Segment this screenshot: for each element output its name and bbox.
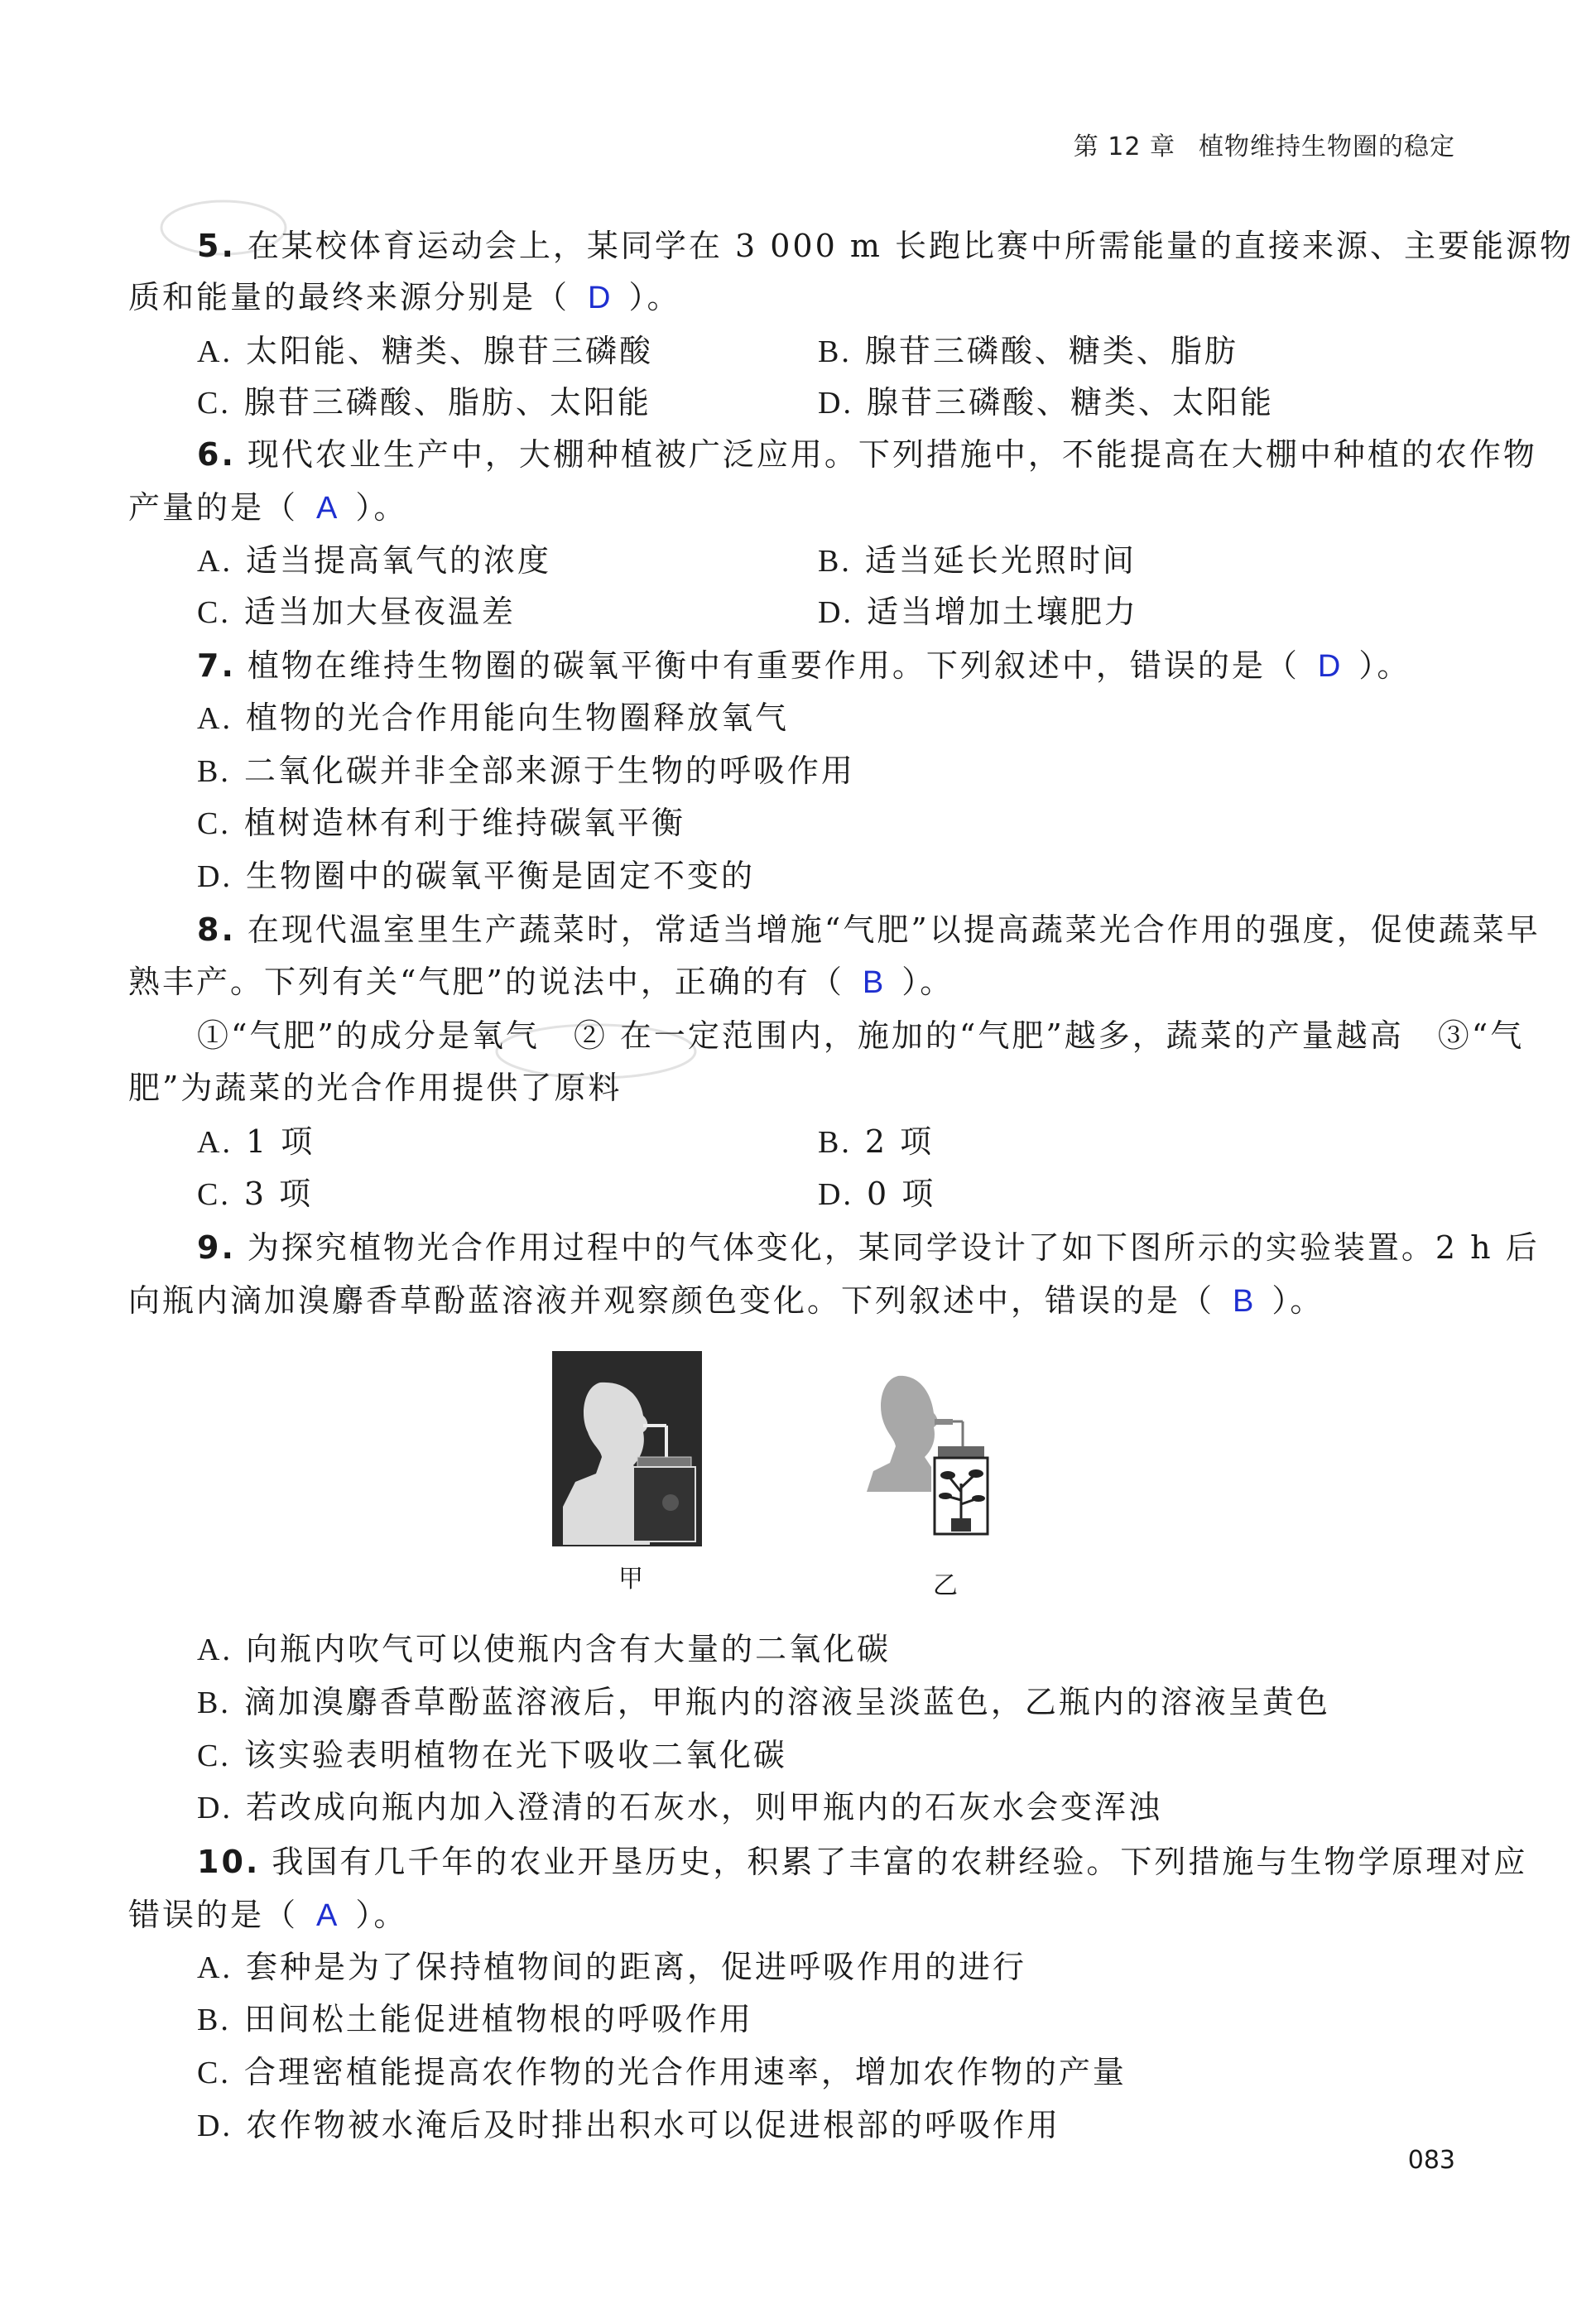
q8-stem-line2: 熟丰产。下列有关“气肥”的说法中，正确的有（ B ）。 bbox=[128, 964, 954, 1000]
q6-stem-line2: 产量的是（ A ）。 bbox=[128, 489, 408, 526]
q6-option-a: A. 适当提高氧气的浓度 bbox=[197, 542, 551, 579]
q6-option-b: B. 适当延长光照时间 bbox=[818, 542, 1137, 579]
experiment-figure bbox=[550, 1349, 997, 1598]
q9-answer: B bbox=[1233, 1284, 1254, 1319]
q10-option-d: D. 农作物被水淹后及时排出积水可以促进根部的呼吸作用 bbox=[197, 2107, 1060, 2143]
q9-option-b: B. 滴加溴麝香草酚蓝溶液后，甲瓶内的溶液呈淡蓝色，乙瓶内的溶液呈黄色 bbox=[197, 1684, 1330, 1720]
q10-number: 10. bbox=[197, 1844, 261, 1880]
q10-answer: A bbox=[316, 1898, 338, 1933]
figure-label-jia: 甲 bbox=[618, 1565, 643, 1594]
page-number: 083 bbox=[1407, 2146, 1455, 2175]
q6-answer: A bbox=[316, 491, 338, 526]
q7-option-d: D. 生物圈中的碳氧平衡是固定不变的 bbox=[197, 858, 755, 894]
q10-stem-line2: 错误的是（ A ）。 bbox=[128, 1897, 408, 1933]
running-header bbox=[1074, 126, 1455, 162]
q7-option-b: B. 二氧化碳并非全部来源于生物的呼吸作用 bbox=[197, 753, 855, 789]
q7-option-a: A. 植物的光合作用能向生物圈释放氧气 bbox=[197, 700, 789, 736]
q8-option-b: B. 2 项 bbox=[818, 1123, 935, 1160]
q6-number: 6. bbox=[197, 436, 236, 473]
q9-stem-line1: 9. 为探究植物光合作用过程中的气体变化，某同学设计了如下图所示的实验装置。2 h 后 bbox=[197, 1229, 1540, 1266]
q8-option-a: A. 1 项 bbox=[197, 1123, 315, 1160]
q9-stem-line2: 向瓶内滴加溴麝香草酚蓝溶液并观察颜色变化。下列叙述中，错误的是（ B ）。 bbox=[128, 1282, 1324, 1319]
q7-stem-line1: 7. 植物在维持生物圈的碳氧平衡中有重要作用。下列叙述中，错误的是（ D ）。 bbox=[197, 647, 1411, 684]
chapter-title: 植物维持生物圈的稳定 bbox=[1199, 132, 1455, 161]
q8-option-c: C. 3 项 bbox=[197, 1176, 314, 1212]
q10-option-a: A. 套种是为了保持植物间的距离，促进呼吸作用的进行 bbox=[197, 1949, 1026, 1985]
q8-statements-line2: 肥”为蔬菜的光合作用提供了原料 bbox=[128, 1070, 623, 1106]
q8-answer: B bbox=[862, 965, 884, 1000]
q5-option-a: A. 太阳能、糖类、腺苷三磷酸 bbox=[197, 333, 653, 369]
q7-option-c: C. 植树造林有利于维持碳氧平衡 bbox=[197, 805, 685, 841]
q8-statements-line1: ①“气肥”的成分是氧气 ② 在一定范围内，施加的“气肥”越多，蔬菜的产量越高 ③“气 bbox=[197, 1017, 1525, 1054]
q6-option-d: D. 适当增加土壤肥力 bbox=[818, 594, 1138, 630]
q10-option-b: B. 田间松土能促进植物根的呼吸作用 bbox=[197, 2001, 753, 2037]
q5-answer: D bbox=[588, 281, 611, 315]
q7-answer: D bbox=[1317, 649, 1341, 684]
setup-yi-illustration bbox=[865, 1359, 989, 1537]
q5-option-b: B. 腺苷三磷酸、糖类、脂肪 bbox=[818, 333, 1238, 369]
q9-option-a: A. 向瓶内吹气可以使瓶内含有大量的二氧化碳 bbox=[197, 1631, 891, 1667]
q9-option-c: C. 该实验表明植物在光下吸收二氧化碳 bbox=[197, 1737, 787, 1773]
setup-jia-illustration bbox=[550, 1349, 704, 1548]
q10-option-c: C. 合理密植能提高农作物的光合作用速率，增加农作物的产量 bbox=[197, 2054, 1127, 2090]
q8-option-d: D. 0 项 bbox=[818, 1176, 936, 1212]
q10-stem-line1: 10. 我国有几千年的农业开垦历史，积累了丰富的农耕经验。下列措施与生物学原理对应 bbox=[197, 1844, 1528, 1880]
q5-number: 5. bbox=[197, 228, 236, 264]
q9-option-d: D. 若改成向瓶内加入澄清的石灰水，则甲瓶内的石灰水会变浑浊 bbox=[197, 1789, 1162, 1825]
q5-stem-line1: 5. 在某校体育运动会上，某同学在 3 000 m 长跑比赛中所需能量的直接来源、主要能源物 bbox=[197, 228, 1574, 264]
q5-option-c: C. 腺苷三磷酸、脂肪、太阳能 bbox=[197, 384, 651, 421]
chapter-number: 第 12 章 bbox=[1073, 132, 1175, 161]
q7-number: 7. bbox=[197, 647, 236, 684]
figure-label-yi: 乙 bbox=[933, 1571, 958, 1600]
q5-option-d: D. 腺苷三磷酸、糖类、太阳能 bbox=[818, 384, 1274, 421]
q8-number: 8. bbox=[197, 911, 236, 948]
q8-stem-line1: 8. 在现代温室里生产蔬菜时，常适当增施“气肥”以提高蔬菜光合作用的强度，促使蔬菜早 bbox=[197, 911, 1541, 948]
q6-stem-line1: 6. 现代农业生产中，大棚种植被广泛应用。下列措施中，不能提高在大棚中种植的农作物 bbox=[197, 436, 1537, 473]
q6-option-c: C. 适当加大昼夜温差 bbox=[197, 594, 516, 630]
q5-stem-line2: 质和能量的最终来源分别是（ D ）。 bbox=[128, 279, 681, 315]
q9-number: 9. bbox=[197, 1229, 236, 1266]
